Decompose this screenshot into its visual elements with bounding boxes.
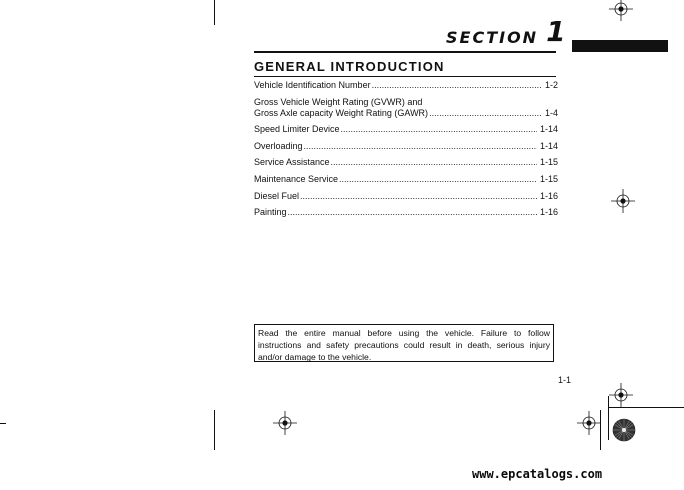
toc-label: Diesel Fuel xyxy=(254,191,300,201)
toc-label-line1: Gross Vehicle Weight Rating (GVWR) and xyxy=(254,97,423,107)
toc-entry-gvwr[interactable] xyxy=(254,97,558,119)
crop-line xyxy=(609,407,684,408)
crop-line xyxy=(214,0,215,25)
toc-leader xyxy=(331,157,537,167)
toc-page: 1-2 xyxy=(544,80,558,90)
toc-label: Vehicle Identification Number xyxy=(254,80,371,90)
toc-entry-vin[interactable] xyxy=(254,80,558,91)
toc-page: 1-16 xyxy=(539,207,558,217)
toc-entry-painting[interactable] xyxy=(254,207,558,218)
toc-entry-diesel-fuel[interactable] xyxy=(254,191,558,202)
toc-label: Gross Axle capacity Weight Rating (GAWR) xyxy=(254,108,429,118)
toc-entry-maintenance[interactable] xyxy=(254,174,558,185)
section-tab-bar xyxy=(572,40,668,52)
toc-label: Service Assistance xyxy=(254,157,330,167)
crop-line xyxy=(214,410,215,450)
section-heading xyxy=(446,14,566,46)
toc-leader xyxy=(372,80,542,90)
registration-mark-icon xyxy=(273,411,297,435)
section-number: 1 xyxy=(546,15,566,48)
title-rule xyxy=(254,76,556,77)
toc-label: Overloading xyxy=(254,141,303,151)
toc-entry-speed-limiter[interactable] xyxy=(254,124,558,135)
toc-label: Painting xyxy=(254,207,287,217)
page-number: 1-1 xyxy=(558,375,572,385)
toc-page: 1-14 xyxy=(539,141,558,151)
section-word: SECTION xyxy=(446,28,539,47)
header-rule xyxy=(254,51,556,53)
toc-leader xyxy=(429,108,542,118)
toc-label: Speed Limiter Device xyxy=(254,124,340,134)
crop-line xyxy=(0,423,6,424)
crop-line xyxy=(608,396,609,440)
toc-page: 1-14 xyxy=(539,124,558,134)
registration-mark-icon xyxy=(609,383,633,407)
toc-entry-overloading[interactable] xyxy=(254,141,558,152)
toc-leader xyxy=(300,191,537,201)
registration-mark-icon xyxy=(611,189,635,213)
registration-mark-icon xyxy=(609,0,633,21)
toc-entry-service-assistance[interactable] xyxy=(254,157,558,168)
toc-page: 1-15 xyxy=(539,174,558,184)
toc-leader xyxy=(339,174,537,184)
toc-label: Maintenance Service xyxy=(254,174,339,184)
toc-leader xyxy=(288,207,537,217)
toc-leader xyxy=(341,124,537,134)
crop-line xyxy=(600,410,601,450)
warning-box: Read the entire manual before using the vehicle. Failure to follow instructions and safety precautions could result in death, serious injury and/or damage to the vehicle. xyxy=(254,324,554,362)
toc-page: 1-16 xyxy=(539,191,558,201)
toc-page: 1-4 xyxy=(544,108,558,118)
color-wheel-icon xyxy=(612,418,636,447)
registration-mark-icon xyxy=(577,411,601,435)
footer-url-link[interactable]: www.epcatalogs.com xyxy=(472,467,603,481)
page-title: GENERAL INTRODUCTION xyxy=(254,59,445,74)
toc-leader xyxy=(304,141,537,151)
toc-page: 1-15 xyxy=(539,157,558,167)
